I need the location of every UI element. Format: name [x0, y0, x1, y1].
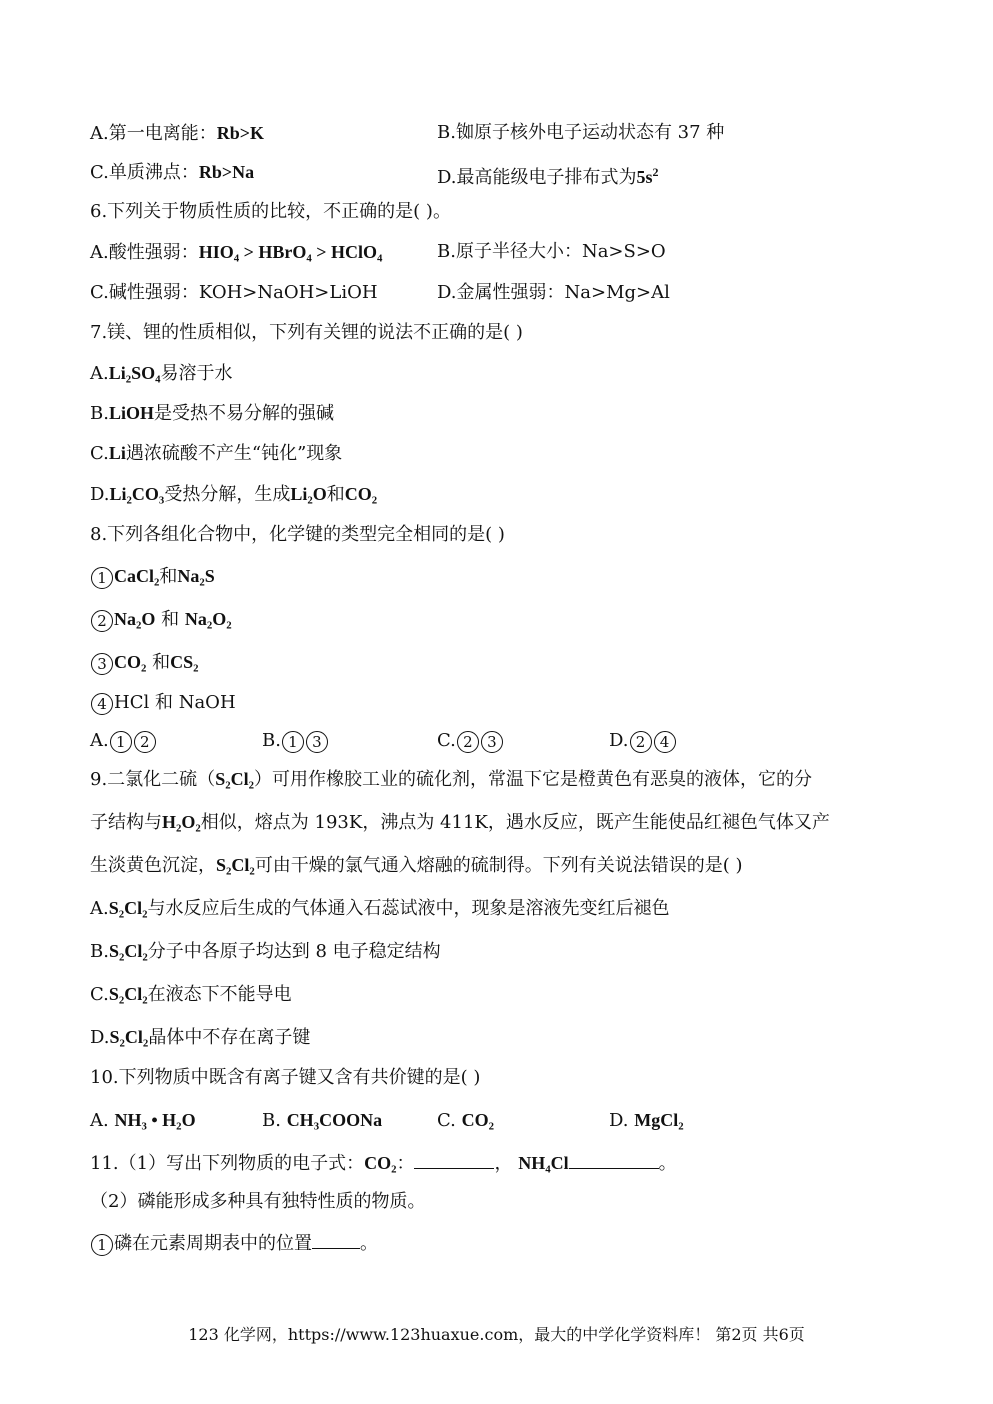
q5-option-a: [90, 121, 264, 146]
q8-item-formula: Na₂O: [114, 609, 156, 629]
circled-number: 2: [630, 731, 652, 753]
q8-option-d: [609, 729, 677, 753]
circled-number: 3: [306, 731, 328, 753]
q8-item-1: [90, 564, 215, 589]
circled-number: 1: [110, 731, 132, 753]
q9-option-a: [90, 896, 670, 921]
q7-b-formula: LiOH: [108, 403, 154, 423]
q7-a-prefix: A.: [90, 363, 109, 384]
q9-text: 9.二氯化二硫（: [90, 769, 216, 790]
q7-d-formula3: CO₂: [344, 484, 378, 504]
q5-option-d: [437, 160, 659, 190]
circled-number: 1: [91, 567, 113, 589]
q8-item-formula: HCl: [114, 692, 150, 713]
q6-a-text: A.酸性强弱：: [90, 242, 199, 263]
q9-formula: S₂Cl₂: [216, 855, 255, 875]
q8-item-and: 和: [154, 692, 173, 713]
q8-item-formula: CaCl₂: [114, 566, 160, 586]
q9-c-prefix: C.: [90, 984, 109, 1005]
q5-d-formula: 5s: [636, 167, 653, 187]
q5-c-text: C.单质沸点：: [90, 162, 199, 183]
q10-option-b: [262, 1108, 382, 1133]
page-footer: 123 化学网，https://www.123huaxue.com，最大的中学化学资料库！ 第2页 共6页: [188, 1325, 805, 1344]
q5-c-formula: Rb>Na: [198, 162, 255, 182]
q7-b-text: 是受热不易分解的强碱: [153, 403, 334, 424]
circled-number: 3: [481, 731, 503, 753]
circled-number: 3: [91, 653, 113, 675]
q9-formula: S₂Cl₂: [108, 898, 148, 918]
q8-item-formula: NaOH: [178, 692, 236, 713]
q9-text: 相似，熔点为 193K，沸点为 411K，遇水反应，既产生能使品红褪色气体又产: [200, 812, 830, 833]
q8-item-and: 和: [152, 652, 171, 673]
q9-b-text: 分子中各原子均达到 8 电子稳定结构: [147, 941, 441, 962]
q9-formula: S₂Cl₂: [108, 941, 148, 961]
q10-option-d: [609, 1108, 684, 1133]
q10-option-c: [437, 1108, 494, 1133]
q5-a-formula: Rb>K: [216, 123, 265, 143]
q5-option-b: B.铷原子核外电子运动状态有 37 种: [437, 122, 725, 143]
q8-option-b: [262, 729, 329, 753]
q9-formula: S₂Cl₂: [215, 769, 254, 789]
q8-item-formula: Na₂S: [177, 566, 215, 586]
circled-number: 1: [282, 731, 304, 753]
q8-item-formula: CO₂: [114, 652, 147, 672]
q7-option-d: [90, 482, 377, 507]
q11-colon: ：: [396, 1153, 415, 1174]
q11-period: 。: [658, 1153, 677, 1174]
q9-formula: S₂Cl₂: [108, 984, 148, 1004]
q9-d-prefix: D.: [90, 1027, 110, 1048]
q6-option-d: D.金属性强弱：Na>Mg>Al: [437, 282, 670, 303]
q11-line-1: [90, 1150, 677, 1176]
q6-a-formula: HIO₄ > HBrO₄ > HClO₄: [198, 242, 383, 262]
circled-number: 2: [134, 731, 156, 753]
q9-text: 子结构与: [90, 812, 162, 833]
q9-line-3: [90, 853, 743, 878]
q6-option-b: B.原子半径大小：Na>S>O: [437, 241, 666, 262]
q9-text: 生淡黄色沉淀，: [90, 855, 216, 876]
circled-number: 1: [91, 1234, 113, 1256]
circled-number: 4: [91, 693, 113, 715]
q7-a-text: 易溶于水: [160, 363, 233, 384]
q7-option-b: [90, 401, 334, 426]
q10-b-label: B.: [262, 1110, 281, 1131]
q5-a-text: A.第一电离能：: [90, 123, 217, 144]
q11-line-3: [90, 1230, 378, 1256]
q7-option-c: [90, 441, 342, 466]
q10-c-label: C.: [437, 1110, 456, 1131]
q8-item-3: [90, 650, 199, 675]
q5-d-sup: 2: [652, 165, 659, 179]
q7-stem: 7.镁、锂的性质相似，下列有关锂的说法不正确的是( ): [90, 322, 523, 343]
q10-a-formula: NH₃ • H₂O: [114, 1110, 196, 1130]
q8-c-label: C.: [437, 730, 456, 751]
q8-item-and: 和: [159, 566, 178, 587]
q7-d-text: 受热分解，生成: [164, 484, 291, 505]
q11-text: 11.（1）写出下列物质的电子式：: [90, 1153, 365, 1174]
q5-option-c: [90, 160, 254, 185]
q6-option-c: C.碱性强弱：KOH>NaOH>LiOH: [90, 282, 378, 303]
q9-a-prefix: A.: [90, 898, 109, 919]
q11-text: 磷在元素周期表中的位置: [114, 1233, 312, 1254]
q9-b-prefix: B.: [90, 941, 109, 962]
q9-option-b: [90, 939, 441, 964]
q8-item-and: 和: [161, 609, 180, 630]
q9-text: 可由干燥的氯气通入熔融的硫制得。下列有关说法错误的是( ): [254, 855, 743, 876]
q6-stem: 6.下列关于物质性质的比较，不正确的是( )。: [90, 201, 451, 222]
q7-d-prefix: D.: [90, 484, 110, 505]
q8-item-formula: CS₂: [170, 652, 199, 672]
q11-period: 。: [360, 1233, 378, 1254]
q10-a-label: A.: [90, 1110, 109, 1131]
q11-formula-co2: CO₂: [364, 1153, 397, 1173]
q7-b-prefix: B.: [90, 403, 109, 424]
answer-blank[interactable]: [414, 1150, 494, 1169]
q7-option-a: [90, 361, 233, 386]
q8-item-2: [90, 607, 232, 632]
q7-c-formula: Li: [108, 443, 126, 463]
q7-a-formula: Li₂SO₄: [108, 363, 161, 383]
q7-d-formula: Li₂CO₃: [109, 484, 165, 504]
q7-c-text: 遇浓硫酸不产生“钝化”现象: [125, 443, 343, 464]
q5-d-text: D.最高能级电子排布式为: [437, 167, 637, 188]
q7-c-prefix: C.: [90, 443, 109, 464]
q9-c-text: 在液态下不能导电: [147, 984, 292, 1005]
q10-d-formula: MgCl₂: [634, 1110, 684, 1130]
q11-comma: ，: [494, 1153, 513, 1174]
q10-c-formula: CO₂: [461, 1110, 494, 1130]
q9-formula: H₂O₂: [162, 812, 201, 832]
q8-stem: 8.下列各组化合物中，化学键的类型完全相同的是( ): [90, 524, 505, 545]
circled-number: 2: [457, 731, 479, 753]
q8-a-label: A.: [90, 730, 109, 751]
q9-line-2: [90, 810, 830, 835]
q9-a-text: 与水反应后生成的气体通入石蕊试液中，现象是溶液先变红后褪色: [147, 898, 670, 919]
q10-option-a: [90, 1108, 196, 1133]
circled-number: 2: [91, 610, 113, 632]
q8-item-formula: Na₂O₂: [184, 609, 232, 629]
circled-number: 4: [654, 731, 676, 753]
q7-d-and: 和: [326, 484, 345, 505]
q9-text: ）可用作橡胶工业的硫化剂，常温下它是橙黄色有恶臭的液体，它的分: [254, 769, 812, 790]
q9-option-c: [90, 982, 292, 1007]
answer-blank[interactable]: [569, 1150, 659, 1169]
q6-option-a: [90, 240, 382, 265]
q9-option-d: [90, 1025, 310, 1050]
q11-line-2: （2）磷能形成多种具有独特性质的物质。: [90, 1191, 426, 1212]
q10-b-formula: CH₃COONa: [286, 1110, 383, 1130]
q8-item-4: [90, 691, 236, 715]
q8-d-label: D.: [609, 730, 629, 751]
q10-stem: 10.下列物质中既含有离子键又含有共价键的是( ): [90, 1067, 481, 1088]
q11-formula-nh4cl: NH₄Cl: [518, 1153, 569, 1173]
q9-line-1: [90, 767, 812, 792]
q9-d-text: 晶体中不存在离子键: [148, 1027, 311, 1048]
q7-d-formula2: Li₂O: [290, 484, 327, 504]
q8-option-a: [90, 729, 157, 753]
q10-d-label: D.: [609, 1110, 629, 1131]
q9-formula: S₂Cl₂: [109, 1027, 149, 1047]
answer-blank[interactable]: [312, 1230, 360, 1249]
q8-b-label: B.: [262, 730, 281, 751]
q8-option-c: [437, 729, 504, 753]
